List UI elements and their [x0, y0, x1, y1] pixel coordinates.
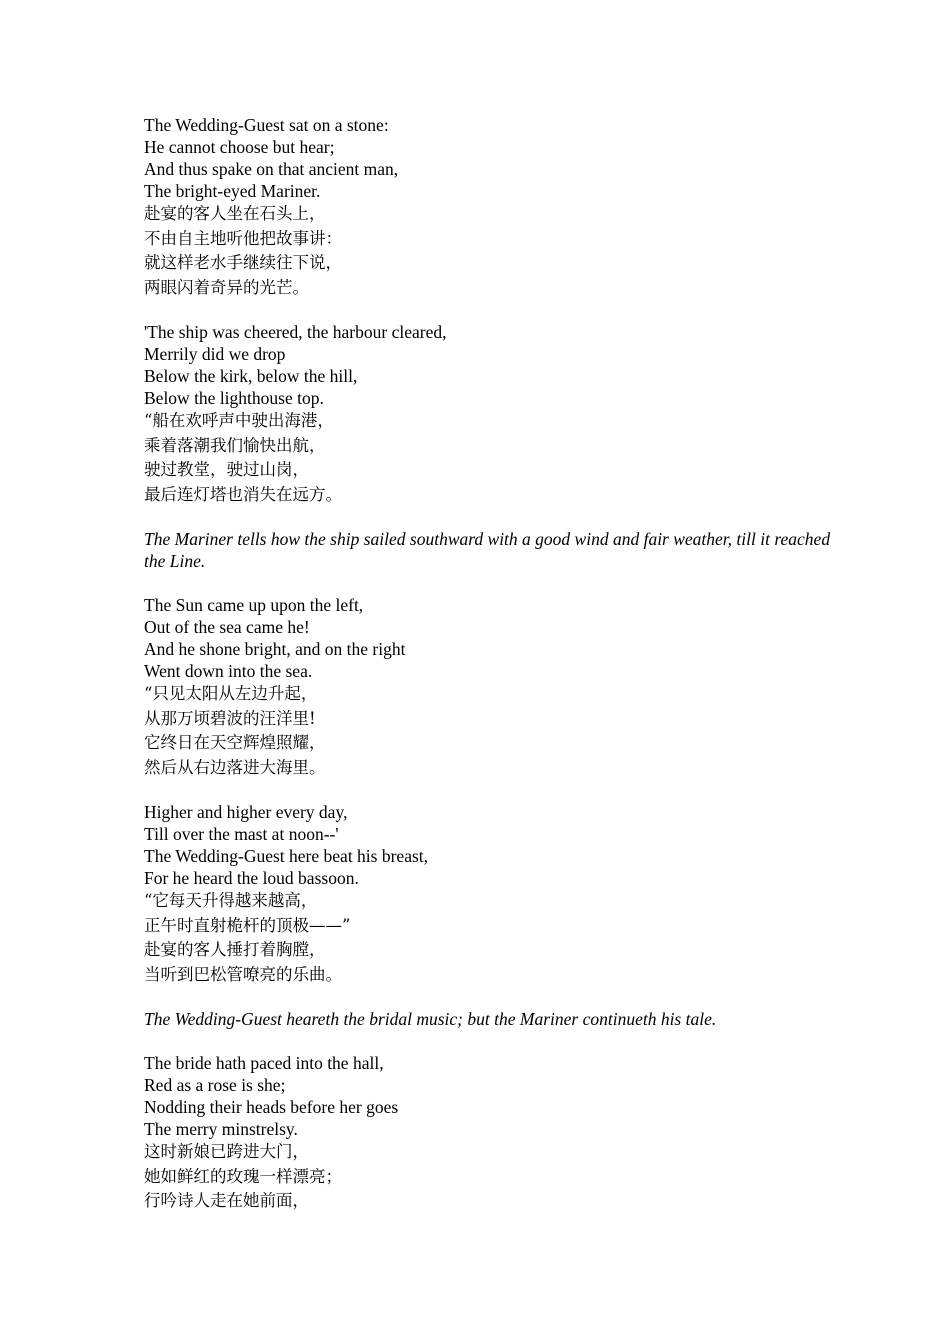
translation-line: 这时新娘已跨进大门，	[144, 1142, 309, 1161]
translation-line: 赴宴的客人捶打着胸膛，	[144, 940, 326, 959]
verse-line: Higher and higher every day,	[144, 802, 348, 822]
verse-line: The Wedding-Guest here beat his breast,	[144, 846, 429, 866]
translation-line: 最后连灯塔也消失在远方。	[144, 484, 342, 504]
translation-line: 她如鲜红的玫瑰一样漂亮；	[144, 1166, 342, 1186]
margin-gloss: The Wedding-Guest heareth the bridal music; but the Mariner continueth his tale.	[144, 1009, 717, 1029]
translation-line: 不由自主地听他把故事讲：	[144, 228, 342, 248]
stanza-3	[144, 594, 844, 780]
verse-line: The bride hath paced into the hall,	[144, 1053, 384, 1073]
verse-line: For he heard the loud bassoon.	[144, 868, 359, 888]
stanza-1	[144, 114, 844, 300]
translation-line: 赴宴的客人坐在石头上，	[144, 204, 326, 223]
verse-line: He cannot choose but hear;	[144, 137, 335, 157]
translation-line: 就这样老水手继续往下说，	[144, 253, 342, 272]
translation-line: 当听到巴松管嘹亮的乐曲。	[144, 964, 342, 984]
verse-line: 'The ship was cheered, the harbour cleared,	[144, 322, 447, 342]
verse-line: The Wedding-Guest sat on a stone:	[144, 115, 389, 135]
stanza-5	[144, 1052, 844, 1214]
translation-line: “只见太阳从左边升起，	[144, 684, 318, 703]
translation-line: 它终日在天空辉煌照耀，	[144, 733, 326, 752]
verse-line: The Sun came up upon the left,	[144, 595, 364, 615]
translation-line: 驶过教堂，驶过山岗，	[144, 460, 309, 479]
translation-line: 乘着落潮我们愉快出航，	[144, 435, 326, 455]
verse-line: Red as a rose is she;	[144, 1075, 286, 1095]
translation-line: 行吟诗人走在她前面，	[144, 1191, 309, 1210]
verse-line: Below the lighthouse top.	[144, 388, 324, 408]
verse-line: The merry minstrelsy.	[144, 1119, 298, 1139]
verse-line: Out of the sea came he!	[144, 617, 310, 637]
verse-line: Till over the mast at noon--'	[144, 824, 339, 844]
stanza-2	[144, 321, 844, 507]
verse-line: Nodding their heads before her goes	[144, 1097, 399, 1117]
translation-line: “它每天升得越来越高，	[144, 891, 318, 910]
translation-line: 两眼闪着奇异的光芒。	[144, 277, 309, 297]
verse-line: Below the kirk, below the hill,	[144, 366, 358, 386]
translation-line: “船在欢呼声中驶出海港，	[144, 411, 334, 430]
verse-line: Went down into the sea.	[144, 661, 313, 681]
translation-line: 正午时直射桅杆的顶极——”	[144, 915, 351, 935]
verse-line: The bright-eyed Mariner.	[144, 181, 321, 201]
stanza-4	[144, 801, 844, 987]
verse-line: Merrily did we drop	[144, 344, 286, 364]
document-body	[144, 114, 844, 1214]
translation-line: 从那万顷碧波的汪洋里!	[144, 708, 316, 728]
translation-line: 然后从右边落进大海里。	[144, 757, 326, 777]
verse-line: And he shone bright, and on the right	[144, 639, 406, 659]
verse-line: And thus spake on that ancient man,	[144, 159, 399, 179]
margin-gloss: The Mariner tells how the ship sailed southward with a good wind and fair weather, till it reached the Line.	[144, 529, 831, 571]
